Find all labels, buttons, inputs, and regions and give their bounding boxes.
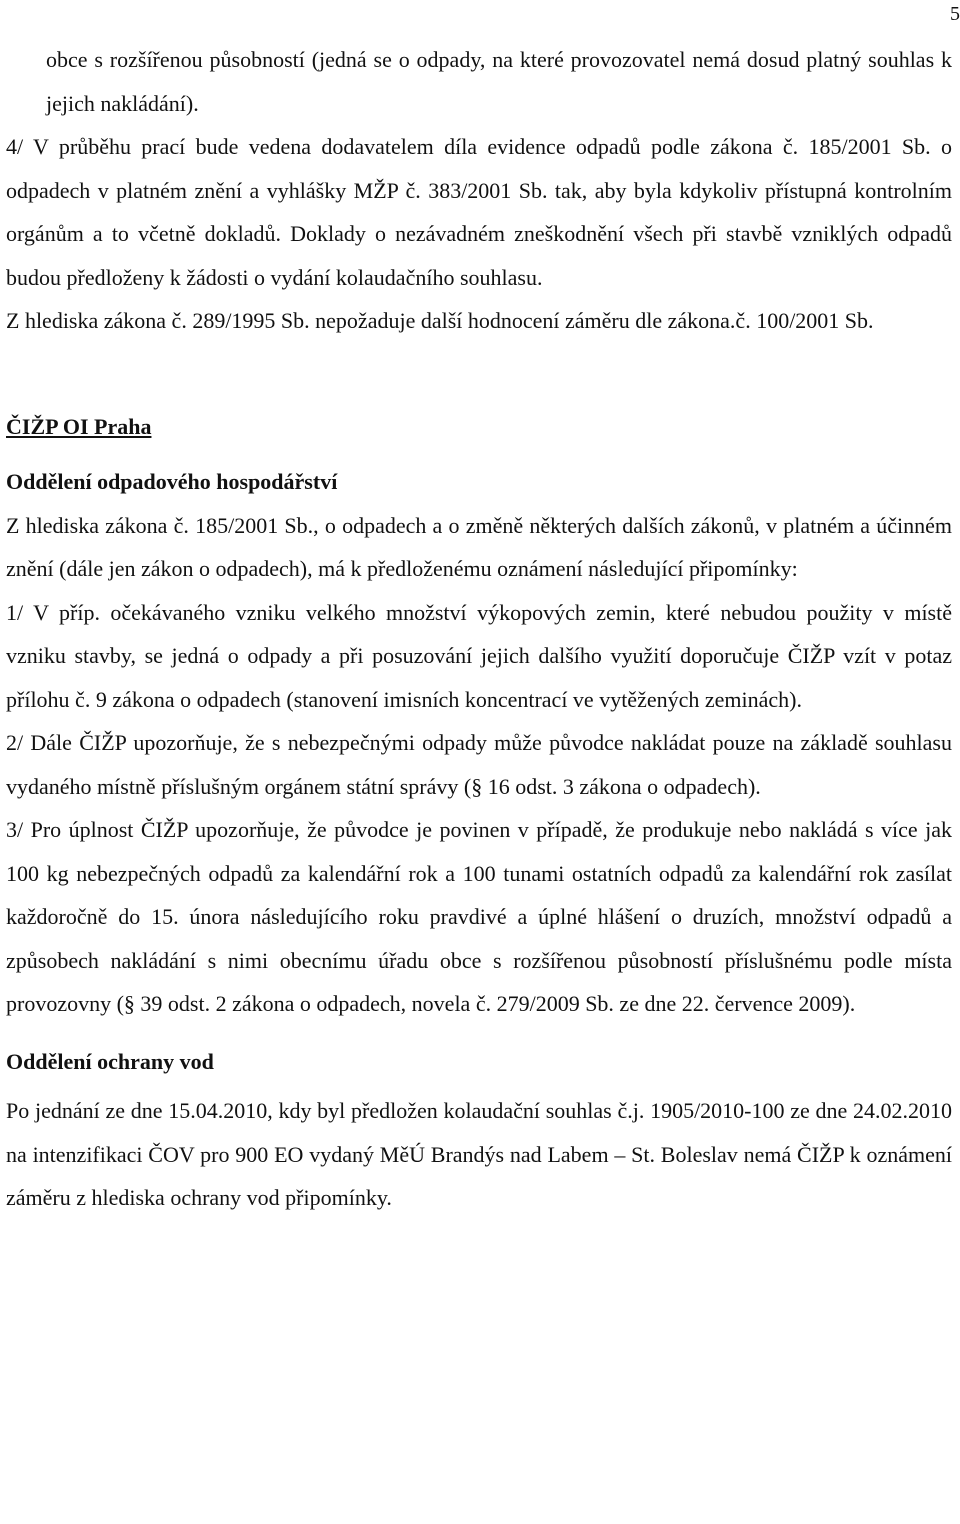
water-section-heading: Oddělení ochrany vod <box>6 1048 214 1074</box>
water-text: Po jednání ze dne 15.04.2010, kdy byl předložen kolaudační souhlas č.j. 1905/2010-100 ze dne 24.02.2010 na intenzifikaci ČOV pro 900 EO vydaný MěÚ Brandýs nad Labem – St. Boleslav nemá ČIŽP k oznámení záměru z hlediska ochrany vod připomínky. <box>6 1098 952 1210</box>
waste-item-1: 1/ V příp. očekávaného vzniku velkého množství výkopových zemin, které nebudou použity v místě vzniku stavby, se jedná o odpady a při posuzování jejich dalšího využití doporučuje ČIŽP vzít v potaz přílohu č. 9 zákona o odpadech (stanovení imisních koncentrací ve vytěžených zeminách). <box>6 599 952 712</box>
waste-intro: Z hlediska zákona č. 185/2001 Sb., o odpadech a o změně některých dalších zákonů, v platném a účinném znění (dále jen zákon o odpadech), má k předloženému oznámení následující připomínky: <box>6 512 952 581</box>
waste-section-heading: Oddělení odpadového hospodářství <box>6 469 338 494</box>
paragraph-continuation: obce s rozšířenou působností (jedná se o odpady, na které provozovatel nemá dosud platný souhlas k jejich nakládání). <box>46 47 952 116</box>
waste-item-3: 3/ Pro úplnost ČIŽP upozorňuje, že původce je povinen v případě, že produkuje nebo nakládá s více jak 100 kg nebezpečných odpadů za kalendářní rok a 100 tunami ostatních odpadů za kalendářní rok zasílat každoročně do 15. února následujícího roku pravdivé a úplné hlášení o druzích, množství odpadů a způsobech nakládání s nimi obecnímu úřadu obce s rozšířenou působností příslušnému podle místa provozovny (§ 39 odst. 2 zákona o odpadech, novela č. 279/2009 Sb. ze dne 22. července 2009). <box>6 817 952 1016</box>
spacer <box>6 1026 952 1040</box>
spacer <box>6 343 952 405</box>
paragraph-item-4: 4/ V průběhu prací bude vedena dodavatelem díla evidence odpadů podle zákona č. 185/2001 Sb. o odpadech v platném znění a vyhlášky MŽP č. 383/2001 Sb. tak, aby byla kdykoliv přístupná kontrolním orgánům a to včetně dokladů. Doklady o nezávadném zneškodnění všech při stavbě vzniklých odpadů budou předloženy k žádosti o vydání kolaudačního souhlasu. <box>6 134 952 290</box>
waste-item-2: 2/ Dále ČIŽP upozorňuje, že s nebezpečnými odpady může původce nakládat pouze na základě souhlasu vydaného místně příslušným orgánem státní správy (§ 16 odst. 3 zákona o odpadech). <box>6 730 952 799</box>
section-heading-cizp: ČIŽP OI Praha <box>6 413 152 439</box>
page-number: 5 <box>950 3 960 25</box>
spacer <box>6 448 952 460</box>
document-body <box>6 38 952 1220</box>
paragraph-eia: Z hlediska zákona č. 289/1995 Sb. nepožaduje další hodnocení záměru dle zákona.č. 100/2001 Sb. <box>6 308 874 333</box>
